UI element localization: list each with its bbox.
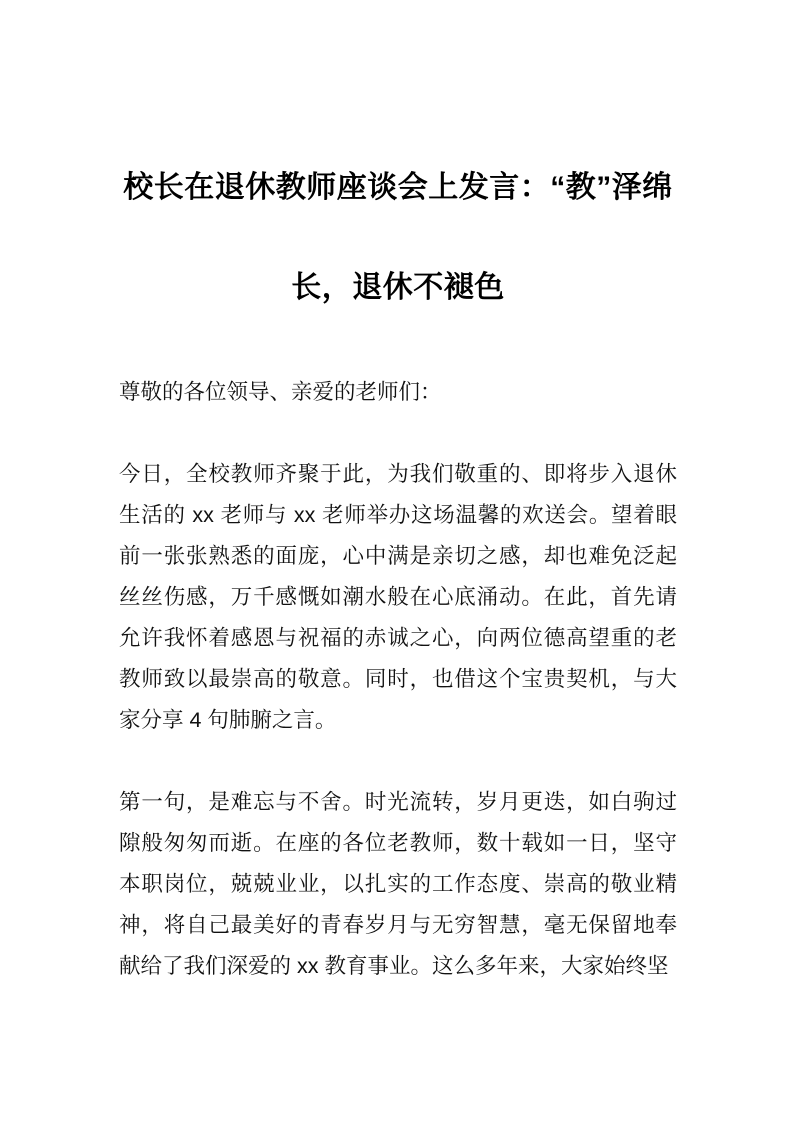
page-title <box>119 138 677 338</box>
page-title-line-1: 校长在退休教师座谈会上发言：“教”泽绵 <box>123 171 673 205</box>
paragraph-opening: 今日，全校教师齐聚于此，为我们敬重的、即将步入退休生活的 xx 老师与 xx 老师举办这场温馨的欢送会。望着眼前一张张熟悉的面庞，心中满是亲切之感，却也难免泛起丝丝伤感，万千感慨如潮水般在心底涌动。在此，首先请允许我怀着感恩与祝福的赤诚之心，向两位德高望重的老教师致以最崇高的敬意。同时，也借这个宝贵契机，与大家分享 4 句肺腑之言。 <box>119 462 677 732</box>
page-title-line-2: 长，退休不褪色 <box>291 271 505 305</box>
paragraph-salutation: 尊敬的各位领导、亲爱的老师们： <box>119 380 442 404</box>
paragraph-point-one: 第一句，是难忘与不舍。时光流转，岁月更迭，如白驹过隙般匆匆而逝。在座的各位老教师，数十载如一日，坚守本职岗位，兢兢业业，以扎实的工作态度、崇高的敬业精神，将自己最美好的青春岁月与无穷智慧，毫无保留地奉献给了我们深爱的 xx 教育事业。这么多年来，大家始终坚 <box>119 790 677 978</box>
document-body <box>119 372 677 987</box>
